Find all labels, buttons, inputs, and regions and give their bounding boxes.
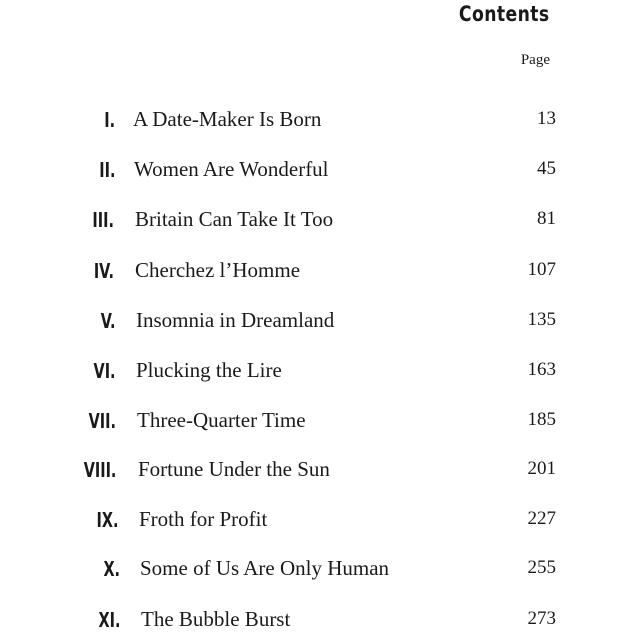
- toc-entry-2: [0, 155, 640, 185]
- chapter-title: Plucking the Lire: [136, 358, 282, 382]
- chapter-numeral: VIII.: [83, 458, 116, 482]
- chapter-page-number: 163: [527, 359, 556, 380]
- chapter-numeral: VII.: [88, 409, 116, 433]
- toc-entry-8: [0, 455, 640, 485]
- chapter-page-number: 81: [537, 208, 556, 229]
- chapter-page-number: 45: [537, 158, 556, 179]
- chapter-title: A Date-Maker Is Born: [133, 107, 322, 131]
- chapter-page-number: 201: [527, 458, 556, 479]
- chapter-title: The Bubble Burst: [141, 607, 291, 631]
- toc-entry-7: [0, 406, 640, 436]
- chapter-numeral: IV.: [93, 259, 114, 283]
- chapter-numeral: XI.: [98, 608, 120, 632]
- toc-entry-4: [0, 256, 640, 286]
- chapter-numeral: III.: [92, 208, 114, 232]
- chapter-title: Three-Quarter Time: [137, 408, 306, 432]
- chapter-numeral: II.: [98, 158, 115, 182]
- chapter-numeral: VI.: [94, 359, 116, 383]
- chapter-page-number: 135: [527, 309, 556, 330]
- chapter-title: Some of Us Are Only Human: [140, 556, 390, 580]
- chapter-page-number: 13: [537, 108, 556, 129]
- chapter-title: Britain Can Take It Too: [135, 207, 334, 231]
- chapter-title: Fortune Under the Sun: [138, 457, 330, 481]
- chapter-title: Froth for Profit: [139, 507, 268, 531]
- chapter-numeral: I.: [104, 108, 115, 132]
- toc-entry-11: [0, 605, 640, 635]
- chapter-numeral: IX.: [96, 508, 118, 532]
- chapter-numeral: X.: [103, 557, 120, 581]
- page-column-label: Page: [520, 52, 550, 68]
- toc-entry-9: [0, 505, 640, 535]
- chapter-numeral: V.: [100, 309, 115, 333]
- toc-entry-1: [0, 105, 640, 135]
- chapter-title: Women Are Wonderful: [134, 157, 329, 181]
- toc-entry-10: [0, 554, 640, 584]
- toc-entry-3: [0, 205, 640, 235]
- chapter-title: Insomnia in Dreamland: [136, 308, 335, 332]
- toc-entry-5: [0, 306, 640, 336]
- chapter-page-number: 227: [527, 508, 556, 529]
- chapter-page-number: 273: [527, 608, 556, 629]
- page-title: Contents: [459, 2, 550, 26]
- chapter-page-number: 255: [527, 557, 556, 578]
- toc-entry-6: [0, 356, 640, 386]
- chapter-page-number: 185: [527, 409, 556, 430]
- chapter-title: Cherchez l’Homme: [135, 258, 301, 282]
- chapter-page-number: 107: [527, 259, 556, 280]
